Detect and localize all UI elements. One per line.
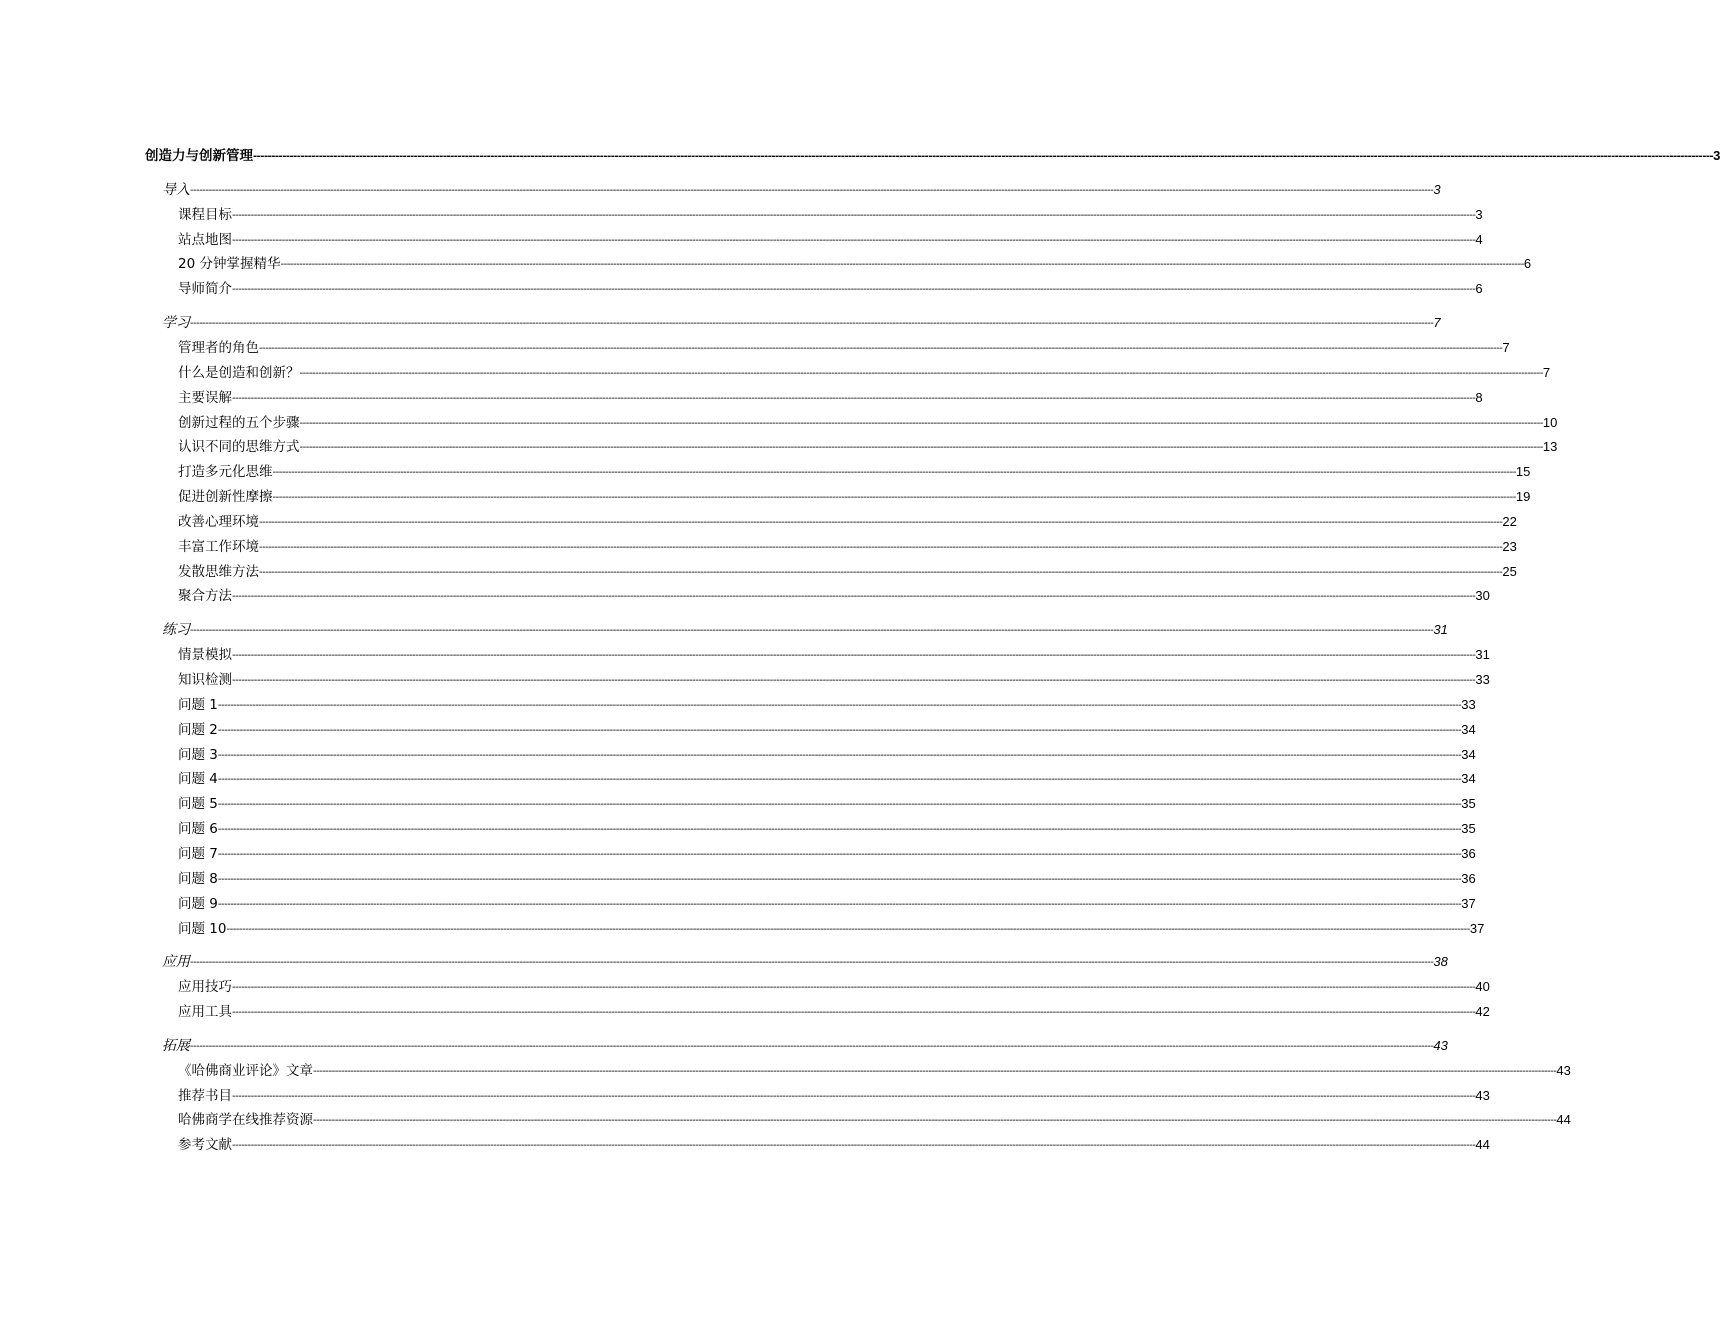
toc-page-number: 33 — [1475, 672, 1490, 687]
toc-entry[interactable] — [178, 843, 1476, 865]
toc-entry[interactable] — [178, 436, 1558, 458]
toc-entry[interactable] — [178, 278, 1483, 300]
toc-page-number: 8 — [1475, 390, 1483, 405]
toc-entry[interactable] — [178, 1060, 1571, 1082]
toc-entry[interactable] — [178, 918, 1485, 940]
toc-dot-leader: ---------------------------------------------------------------------------------------------------------------------------------------------------------------------------------------------------------------------------------------------------------------------------------------------------------------------------------------------------------------------------------------------------------------- — [272, 467, 1516, 478]
toc-dot-leader: ---------------------------------------------------------------------------------------------------------------------------------------------------------------------------------------------------------------------------------------------------------------------------------------------------------------------------------------------------------------------------------------------------------------- — [190, 185, 1434, 196]
toc-page-number: 10 — [1542, 415, 1558, 430]
toc-dot-leader: ---------------------------------------------------------------------------------------------------------------------------------------------------------------------------------------------------------------------------------------------------------------------------------------------------------------------------------------------------------------------------------------------------------------- — [259, 542, 1503, 553]
toc-dot-leader: ---------------------------------------------------------------------------------------------------------------------------------------------------------------------------------------------------------------------------------------------------------------------------------------------------------------------------------------------------------------------------------------------------------------- — [272, 492, 1516, 503]
toc-dot-leader: ---------------------------------------------------------------------------------------------------------------------------------------------------------------------------------------------------------------------------------------------------------------------------------------------------------------------------------------------------------------------------------------------------------------- — [232, 284, 1476, 295]
toc-page-number: 15 — [1515, 464, 1531, 479]
toc-dot-leader: ---------------------------------------------------------------------------------------------------------------------------------------------------------------------------------------------------------------------------------------------------------------------------------------------------------------------------------------------------------------------------------------------------------------- — [232, 1140, 1476, 1151]
toc-page-number: 30 — [1475, 588, 1490, 603]
toc-dot-leader: ---------------------------------------------------------------------------------------------------------------------------------------------------------------------------------------------------------------------------------------------------------------------------------------------------------------------------------------------------------------------------------------------------------------- — [299, 418, 1543, 429]
toc-entry-title: 主要误解 — [178, 390, 232, 406]
toc-page-number: 35 — [1461, 821, 1476, 836]
toc-entry-title: 发散思维方法 — [178, 564, 259, 580]
toc-page-number: 43 — [1433, 1038, 1448, 1053]
toc-page-number: 31 — [1475, 647, 1490, 662]
toc-entry[interactable] — [178, 694, 1476, 716]
toc-entry-title: 创新过程的五个步骤 — [178, 415, 300, 431]
toc-entry[interactable] — [178, 204, 1483, 226]
toc-page-number: 6 — [1475, 281, 1483, 296]
toc-entry-title: 拓展 — [162, 1038, 190, 1054]
toc-entry[interactable] — [178, 976, 1490, 998]
toc-page-number: 22 — [1502, 514, 1517, 529]
toc-dot-leader: ---------------------------------------------------------------------------------------------------------------------------------------------------------------------------------------------------------------------------------------------------------------------------------------------------------------------------------------------------------------------------------------------------------------- — [232, 1007, 1476, 1018]
toc-dot-leader: ---------------------------------------------------------------------------------------------------------------------------------------------------------------------------------------------------------------------------------------------------------------------------------------------------------------------------------------------------------------------------------------------------------------- — [232, 235, 1476, 246]
toc-entry[interactable] — [178, 868, 1476, 890]
toc-entry-title: 问题 8 — [178, 871, 218, 887]
toc-entry[interactable] — [162, 179, 1441, 201]
toc-entry[interactable] — [162, 951, 1448, 973]
toc-page-number: 38 — [1433, 954, 1448, 969]
toc-page-number: 42 — [1475, 1004, 1490, 1019]
toc-entry[interactable] — [178, 486, 1531, 508]
toc-entry-title: 参考文献 — [178, 1137, 232, 1153]
toc-page-number: 36 — [1461, 871, 1476, 886]
toc-dot-leader: ---------------------------------------------------------------------------------------------------------------------------------------------------------------------------------------------------------------------------------------------------------------------------------------------------------------------------------------------------------------------------------------------------------------- — [226, 924, 1470, 935]
toc-dot-leader: ---------------------------------------------------------------------------------------------------------------------------------------------------------------------------------------------------------------------------------------------------------------------------------------------------------------------------------------------------------------------------------------------------------------- — [217, 849, 1462, 860]
toc-entry-title: 什么是创造和创新？ — [178, 365, 300, 381]
toc-entry[interactable] — [178, 387, 1483, 409]
toc-entry-title: 管理者的角色 — [178, 340, 259, 356]
toc-entry[interactable] — [178, 1134, 1490, 1156]
toc-entry-title: 问题 10 — [178, 921, 227, 937]
toc-entry[interactable] — [178, 362, 1551, 384]
toc-entry-title: 打造多元化思维 — [178, 464, 273, 480]
toc-dot-leader: ---------------------------------------------------------------------------------------------------------------------------------------------------------------------------------------------------------------------------------------------------------------------------------------------------------------------------------------------------------------------------------------------------------------- — [217, 700, 1462, 711]
toc-dot-leader: ---------------------------------------------------------------------------------------------------------------------------------------------------------------------------------------------------------------------------------------------------------------------------------------------------------------------------------------------------------------------------------------------------------------- — [217, 899, 1462, 910]
toc-page-number: 3 — [1433, 182, 1441, 197]
toc-page-number: 33 — [1461, 697, 1476, 712]
toc-dot-leader: ---------------------------------------------------------------------------------------------------------------------------------------------------------------------------------------------------------------------------------------------------------------------------------------------------------------------------------------------------------------------------------------------------------------- — [190, 318, 1434, 329]
toc-entry-title: 推荐书目 — [178, 1088, 232, 1104]
toc-entry[interactable] — [178, 768, 1476, 790]
toc-dot-leader: ---------------------------------------------------------------------------------------------------------------------------------------------------------------------------------------------------------------------------------------------------------------------------------------------------------------------------------------------------------------------------------------------------------------- — [217, 799, 1462, 810]
toc-page-number: 34 — [1461, 747, 1476, 762]
toc-entry[interactable] — [178, 461, 1531, 483]
toc-entry-title: 应用工具 — [178, 1004, 232, 1020]
toc-entry[interactable] — [145, 145, 1720, 167]
toc-page-number: 43 — [1556, 1063, 1571, 1078]
toc-entry-title: 问题 9 — [178, 896, 218, 912]
toc-page-number: 13 — [1542, 439, 1558, 454]
toc-entry-title: 丰富工作环境 — [178, 539, 259, 555]
toc-entry[interactable] — [162, 312, 1441, 334]
toc-entry-title: 课程目标 — [178, 207, 232, 223]
toc-dot-leader: ---------------------------------------------------------------------------------------------------------------------------------------------------------------------------------------------------------------------------------------------------------------------------------------------------------------------------------------------------------------------------------------------------------------- — [217, 774, 1462, 785]
toc-entry-title: 认识不同的思维方式 — [178, 439, 300, 455]
toc-page-number: 3 — [1713, 148, 1720, 163]
toc-page-number: 44 — [1475, 1137, 1490, 1152]
toc-page-number: 36 — [1461, 846, 1476, 861]
toc-entry-title: 情景模拟 — [178, 647, 232, 663]
toc-entry[interactable] — [178, 561, 1517, 583]
toc-entry-title: 导师简介 — [178, 281, 232, 297]
toc-page-number: 7 — [1502, 340, 1510, 355]
toc-dot-leader: ---------------------------------------------------------------------------------------------------------------------------------------------------------------------------------------------------------------------------------------------------------------------------------------------------------------------------------------------------------------------------------------------------------------- — [280, 259, 1524, 270]
toc-entry[interactable] — [178, 669, 1490, 691]
toc-entry-title: 问题 1 — [178, 697, 218, 713]
toc-entry[interactable] — [178, 793, 1476, 815]
toc-entry[interactable] — [178, 719, 1476, 741]
toc-page-number: 37 — [1461, 896, 1476, 911]
toc-entry-title: 知识检测 — [178, 672, 232, 688]
toc-dot-leader: ---------------------------------------------------------------------------------------------------------------------------------------------------------------------------------------------------------------------------------------------------------------------------------------------------------------------------------------------------------------------------------------------------------------- — [190, 625, 1434, 636]
toc-entry-title: 问题 4 — [178, 771, 218, 787]
toc-entry-title: 站点地图 — [178, 232, 232, 248]
toc-page-number: 4 — [1475, 232, 1483, 247]
toc-entry[interactable] — [162, 619, 1448, 641]
toc-entry-title: 创造力与创新管理 — [145, 148, 253, 164]
toc-dot-leader: ---------------------------------------------------------------------------------------------------------------------------------------------------------------------------------------------------------------------------------------------------------------------------------------------------------------------------------------------------------------------------------------------------------------- — [232, 675, 1476, 686]
toc-page-number: 6 — [1523, 256, 1532, 271]
toc-dot-leader: ---------------------------------------------------------------------------------------------------------------------------------------------------------------------------------------------------------------------------------------------------------------------------------------------------------------------------------------------------------------------------------------------------------------- — [232, 650, 1476, 661]
toc-page-number: 23 — [1502, 539, 1517, 554]
toc-entry-title: 应用 — [162, 954, 190, 970]
toc-dot-leader: ---------------------------------------------------------------------------------------------------------------------------------------------------------------------------------------------------------------------------------------------------------------------------------------------------------------------------------------------------------------------------------------------------------------- — [190, 957, 1434, 968]
toc-page-number: 44 — [1556, 1112, 1571, 1127]
toc-dot-leader: ---------------------------------------------------------------------------------------------------------------------------------------------------------------------------------------------------------------------------------------------------------------------------------------------------------------------------------------------------------------------------------------------------------------- — [217, 725, 1462, 736]
toc-page-number: 40 — [1475, 979, 1490, 994]
toc-entry-title: 应用技巧 — [178, 979, 232, 995]
toc-entry[interactable] — [162, 1035, 1448, 1057]
toc-entry-title: 练习 — [162, 622, 190, 638]
toc-entry-title: 《哈佛商业评论》文章 — [178, 1063, 313, 1079]
toc-entry-title: 问题 3 — [178, 747, 218, 763]
toc-dot-leader: ---------------------------------------------------------------------------------------------------------------------------------------------------------------------------------------------------------------------------------------------------------------------------------------------------------------------------------------------------------------------------------------------------------------- — [253, 151, 1714, 162]
toc-dot-leader: ---------------------------------------------------------------------------------------------------------------------------------------------------------------------------------------------------------------------------------------------------------------------------------------------------------------------------------------------------------------------------------------------------------------- — [217, 750, 1462, 761]
toc-entry[interactable] — [178, 585, 1490, 607]
toc-entry-title: 导入 — [162, 182, 190, 198]
toc-entry-title: 20 分钟掌握精华 — [178, 256, 281, 272]
toc-entry[interactable] — [178, 1001, 1490, 1023]
toc-page-number: 37 — [1469, 921, 1485, 936]
toc-entry-title: 问题 6 — [178, 821, 218, 837]
toc-dot-leader: ---------------------------------------------------------------------------------------------------------------------------------------------------------------------------------------------------------------------------------------------------------------------------------------------------------------------------------------------------------------------------------------------------------------- — [313, 1115, 1557, 1126]
toc-dot-leader: ---------------------------------------------------------------------------------------------------------------------------------------------------------------------------------------------------------------------------------------------------------------------------------------------------------------------------------------------------------------------------------------------------------------- — [232, 1091, 1476, 1102]
toc-entry[interactable] — [178, 818, 1476, 840]
toc-entry[interactable] — [178, 1085, 1490, 1107]
toc-dot-leader: ---------------------------------------------------------------------------------------------------------------------------------------------------------------------------------------------------------------------------------------------------------------------------------------------------------------------------------------------------------------------------------------------------------------- — [259, 517, 1503, 528]
toc-entry[interactable] — [178, 337, 1510, 359]
toc-page-number: 31 — [1433, 622, 1448, 637]
toc-entry-title: 哈佛商学在线推荐资源 — [178, 1112, 313, 1128]
toc-dot-leader: ---------------------------------------------------------------------------------------------------------------------------------------------------------------------------------------------------------------------------------------------------------------------------------------------------------------------------------------------------------------------------------------------------------------- — [232, 982, 1476, 993]
toc-entry[interactable] — [178, 536, 1517, 558]
toc-dot-leader: ---------------------------------------------------------------------------------------------------------------------------------------------------------------------------------------------------------------------------------------------------------------------------------------------------------------------------------------------------------------------------------------------------------------- — [190, 1041, 1434, 1052]
toc-dot-leader: ---------------------------------------------------------------------------------------------------------------------------------------------------------------------------------------------------------------------------------------------------------------------------------------------------------------------------------------------------------------------------------------------------------------- — [313, 1066, 1557, 1077]
toc-entry-title: 问题 5 — [178, 796, 218, 812]
toc-page-number: 19 — [1515, 489, 1531, 504]
toc-page-number: 34 — [1461, 722, 1476, 737]
toc-dot-leader: ---------------------------------------------------------------------------------------------------------------------------------------------------------------------------------------------------------------------------------------------------------------------------------------------------------------------------------------------------------------------------------------------------------------- — [232, 393, 1476, 404]
toc-dot-leader: ---------------------------------------------------------------------------------------------------------------------------------------------------------------------------------------------------------------------------------------------------------------------------------------------------------------------------------------------------------------------------------------------------------------- — [299, 442, 1543, 453]
toc-page-number: 34 — [1461, 771, 1476, 786]
toc-entry[interactable] — [178, 511, 1517, 533]
toc-entry[interactable] — [178, 744, 1476, 766]
toc-entry-title: 促进创新性摩擦 — [178, 489, 273, 505]
toc-entry[interactable] — [178, 644, 1490, 666]
toc-entry-title: 聚合方法 — [178, 588, 232, 604]
toc-page-number: 35 — [1461, 796, 1476, 811]
toc-entry[interactable] — [178, 1109, 1571, 1131]
toc-dot-leader: ---------------------------------------------------------------------------------------------------------------------------------------------------------------------------------------------------------------------------------------------------------------------------------------------------------------------------------------------------------------------------------------------------------------- — [217, 874, 1462, 885]
toc-dot-leader: ---------------------------------------------------------------------------------------------------------------------------------------------------------------------------------------------------------------------------------------------------------------------------------------------------------------------------------------------------------------------------------------------------------------- — [232, 591, 1476, 602]
toc-entry[interactable] — [178, 893, 1476, 915]
toc-entry-title: 问题 7 — [178, 846, 218, 862]
toc-entry[interactable] — [178, 412, 1558, 434]
toc-page-number: 7 — [1433, 315, 1441, 330]
toc-entry-title: 问题 2 — [178, 722, 218, 738]
toc-entry[interactable] — [178, 253, 1532, 275]
toc-page-number: 43 — [1475, 1088, 1490, 1103]
toc-entry-title: 学习 — [162, 315, 190, 331]
toc-entry-title: 改善心理环境 — [178, 514, 259, 530]
toc-dot-leader: ---------------------------------------------------------------------------------------------------------------------------------------------------------------------------------------------------------------------------------------------------------------------------------------------------------------------------------------------------------------------------------------------------------------- — [217, 824, 1462, 835]
toc-page-number: 25 — [1502, 564, 1517, 579]
toc-page-number: 3 — [1475, 207, 1483, 222]
toc-page-number: 7 — [1542, 365, 1551, 380]
toc-dot-leader: ---------------------------------------------------------------------------------------------------------------------------------------------------------------------------------------------------------------------------------------------------------------------------------------------------------------------------------------------------------------------------------------------------------------- — [259, 567, 1503, 578]
toc-dot-leader: ---------------------------------------------------------------------------------------------------------------------------------------------------------------------------------------------------------------------------------------------------------------------------------------------------------------------------------------------------------------------------------------------------------------- — [299, 368, 1543, 379]
toc-dot-leader: ---------------------------------------------------------------------------------------------------------------------------------------------------------------------------------------------------------------------------------------------------------------------------------------------------------------------------------------------------------------------------------------------------------------- — [259, 343, 1503, 354]
toc-dot-leader: ---------------------------------------------------------------------------------------------------------------------------------------------------------------------------------------------------------------------------------------------------------------------------------------------------------------------------------------------------------------------------------------------------------------- — [232, 210, 1476, 221]
toc-entry[interactable] — [178, 229, 1483, 251]
